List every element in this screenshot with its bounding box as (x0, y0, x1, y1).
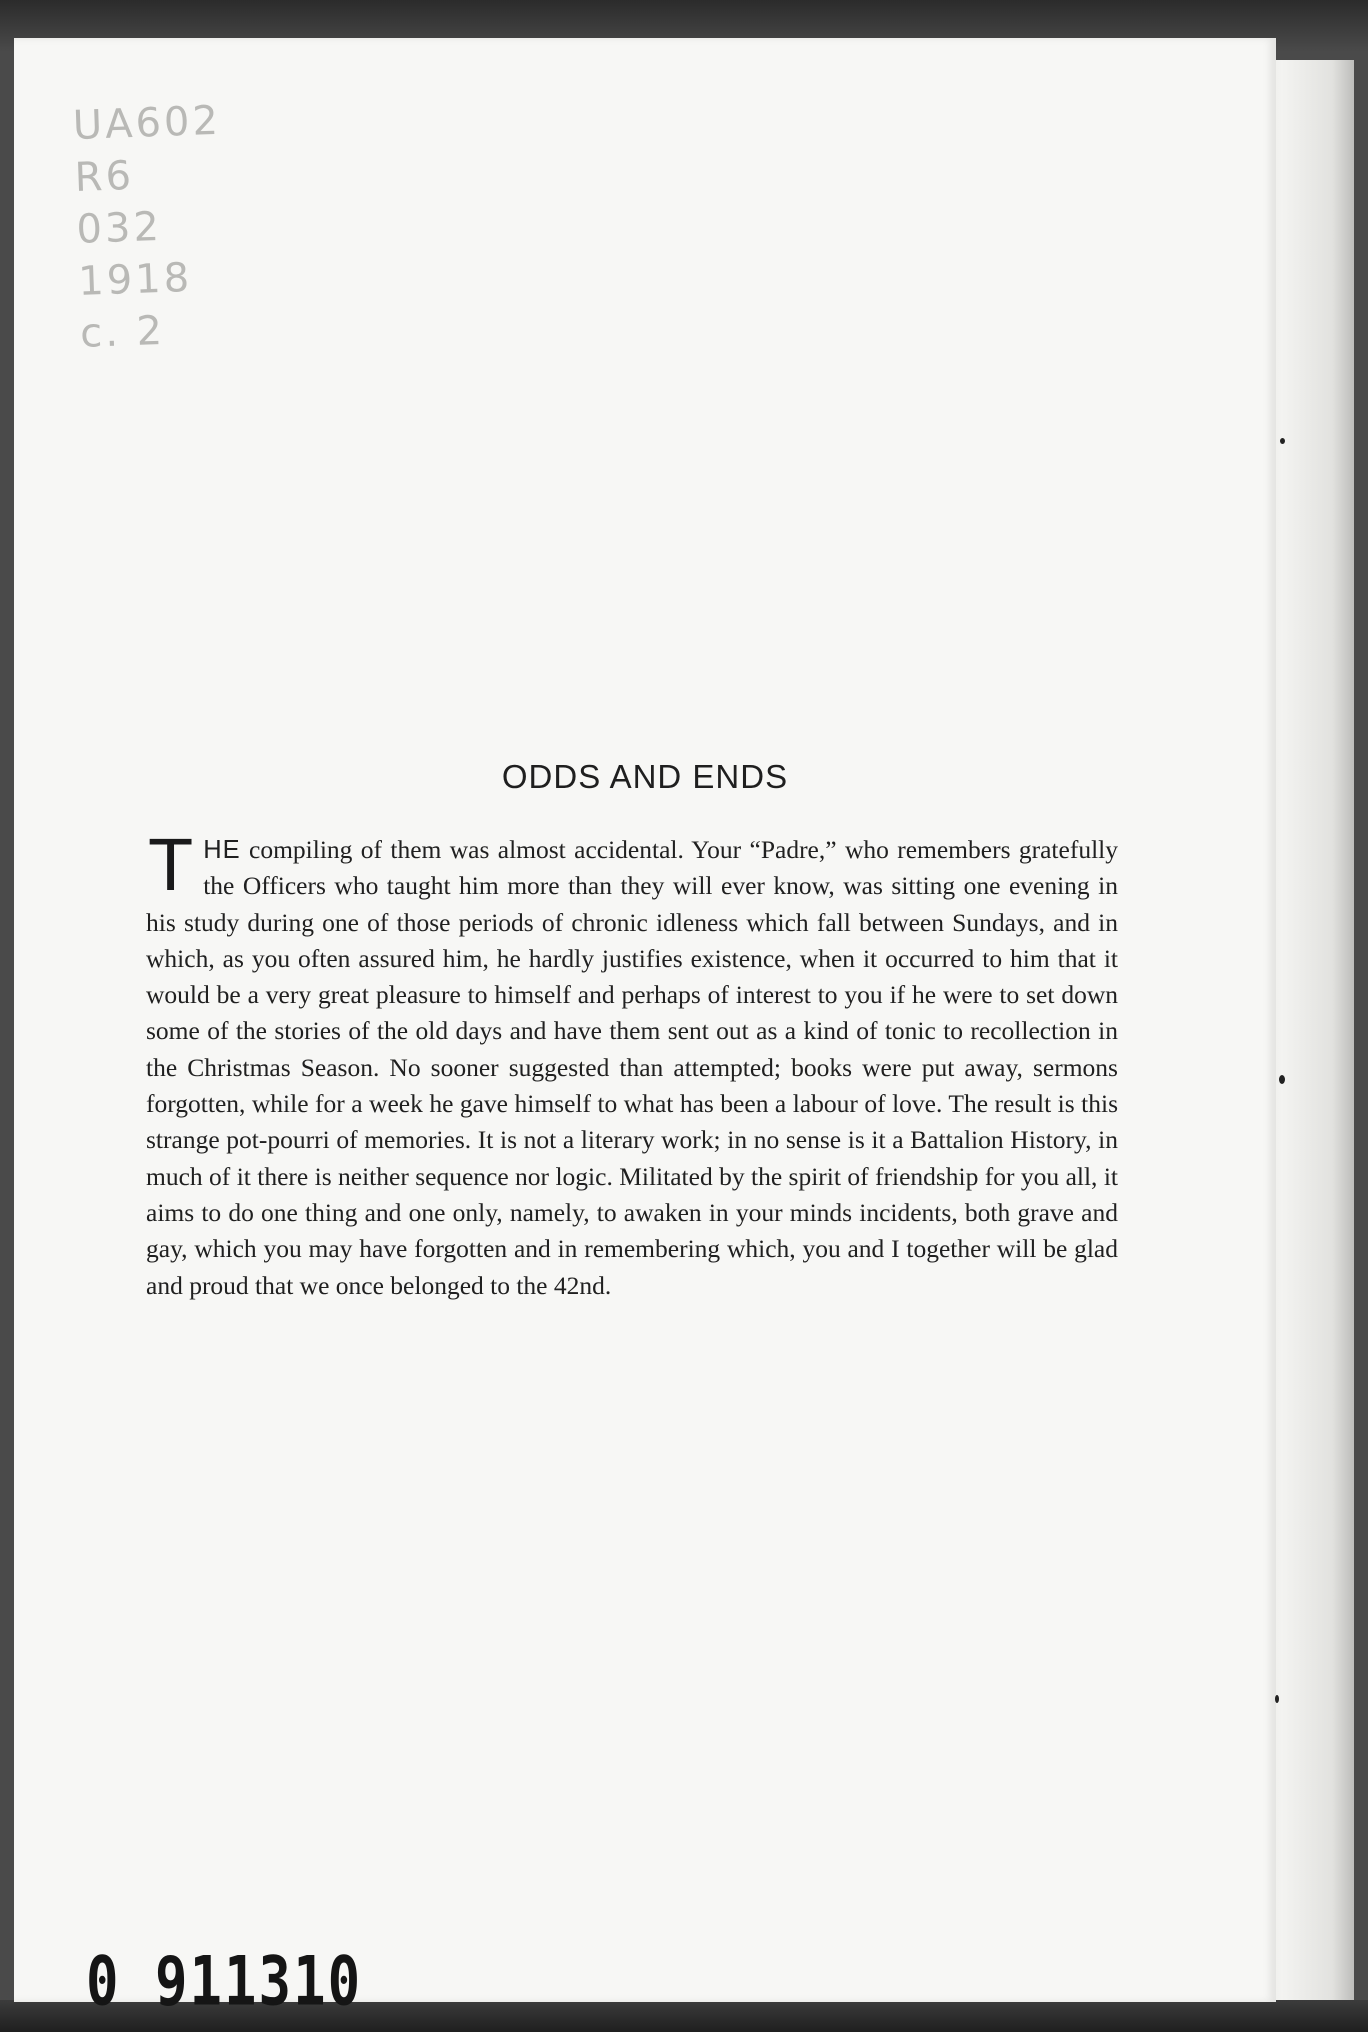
pencil-line: R6 (73, 152, 135, 201)
first-word-rest: HE (203, 836, 241, 864)
pencil-line: 032 (75, 203, 163, 253)
document-page (14, 38, 1276, 2021)
scan-speck (1280, 438, 1285, 444)
pencil-line: 1918 (77, 254, 193, 305)
drop-cap: T (148, 823, 194, 906)
page-title: ODDS AND ENDS (501, 758, 789, 795)
catalog-number: 0 911310 (86, 1942, 363, 2021)
pencil-line: UA602 (72, 97, 222, 149)
body-paragraph (146, 823, 1118, 1304)
paragraph-text: compiling of them was almost accidental. Your “Padre,” who remembers gratefully the Officers who taught him more than they will ever know, was sitting one evening in his study during one of those periods of chronic idleness which fall between Sundays, and in which, as you often assured him, he hardly justifies existence, when it occurred to him that it would be a very great pleasure to himself and perhaps of interest to you if he were to set down some of the stories of the old days and have them sent out as a kind of tonic to recollection in the Christmas Season. No sooner suggested than attempted; books were put away, sermons forgotten, while for a week he gave himself to what has been a labour of love. The result is this strange pot-pourri of memories. It is not a literary work; in no sense is it a Battalion History, in much of it there is neither sequence nor logic. Militated by the spirit of friendship for you all, it aims to do one thing and one only, namely, to awaken in your minds incidents, both grave and gay, which you may have forgotten and in remembering which, you and I together will be glad and proud that we once belonged to the 42nd. (146, 835, 1118, 1300)
scan-speck (1279, 1075, 1285, 1084)
pencil-call-number (72, 95, 229, 360)
scan-speck (1275, 1695, 1279, 1703)
pencil-line: c. 2 (79, 307, 166, 357)
